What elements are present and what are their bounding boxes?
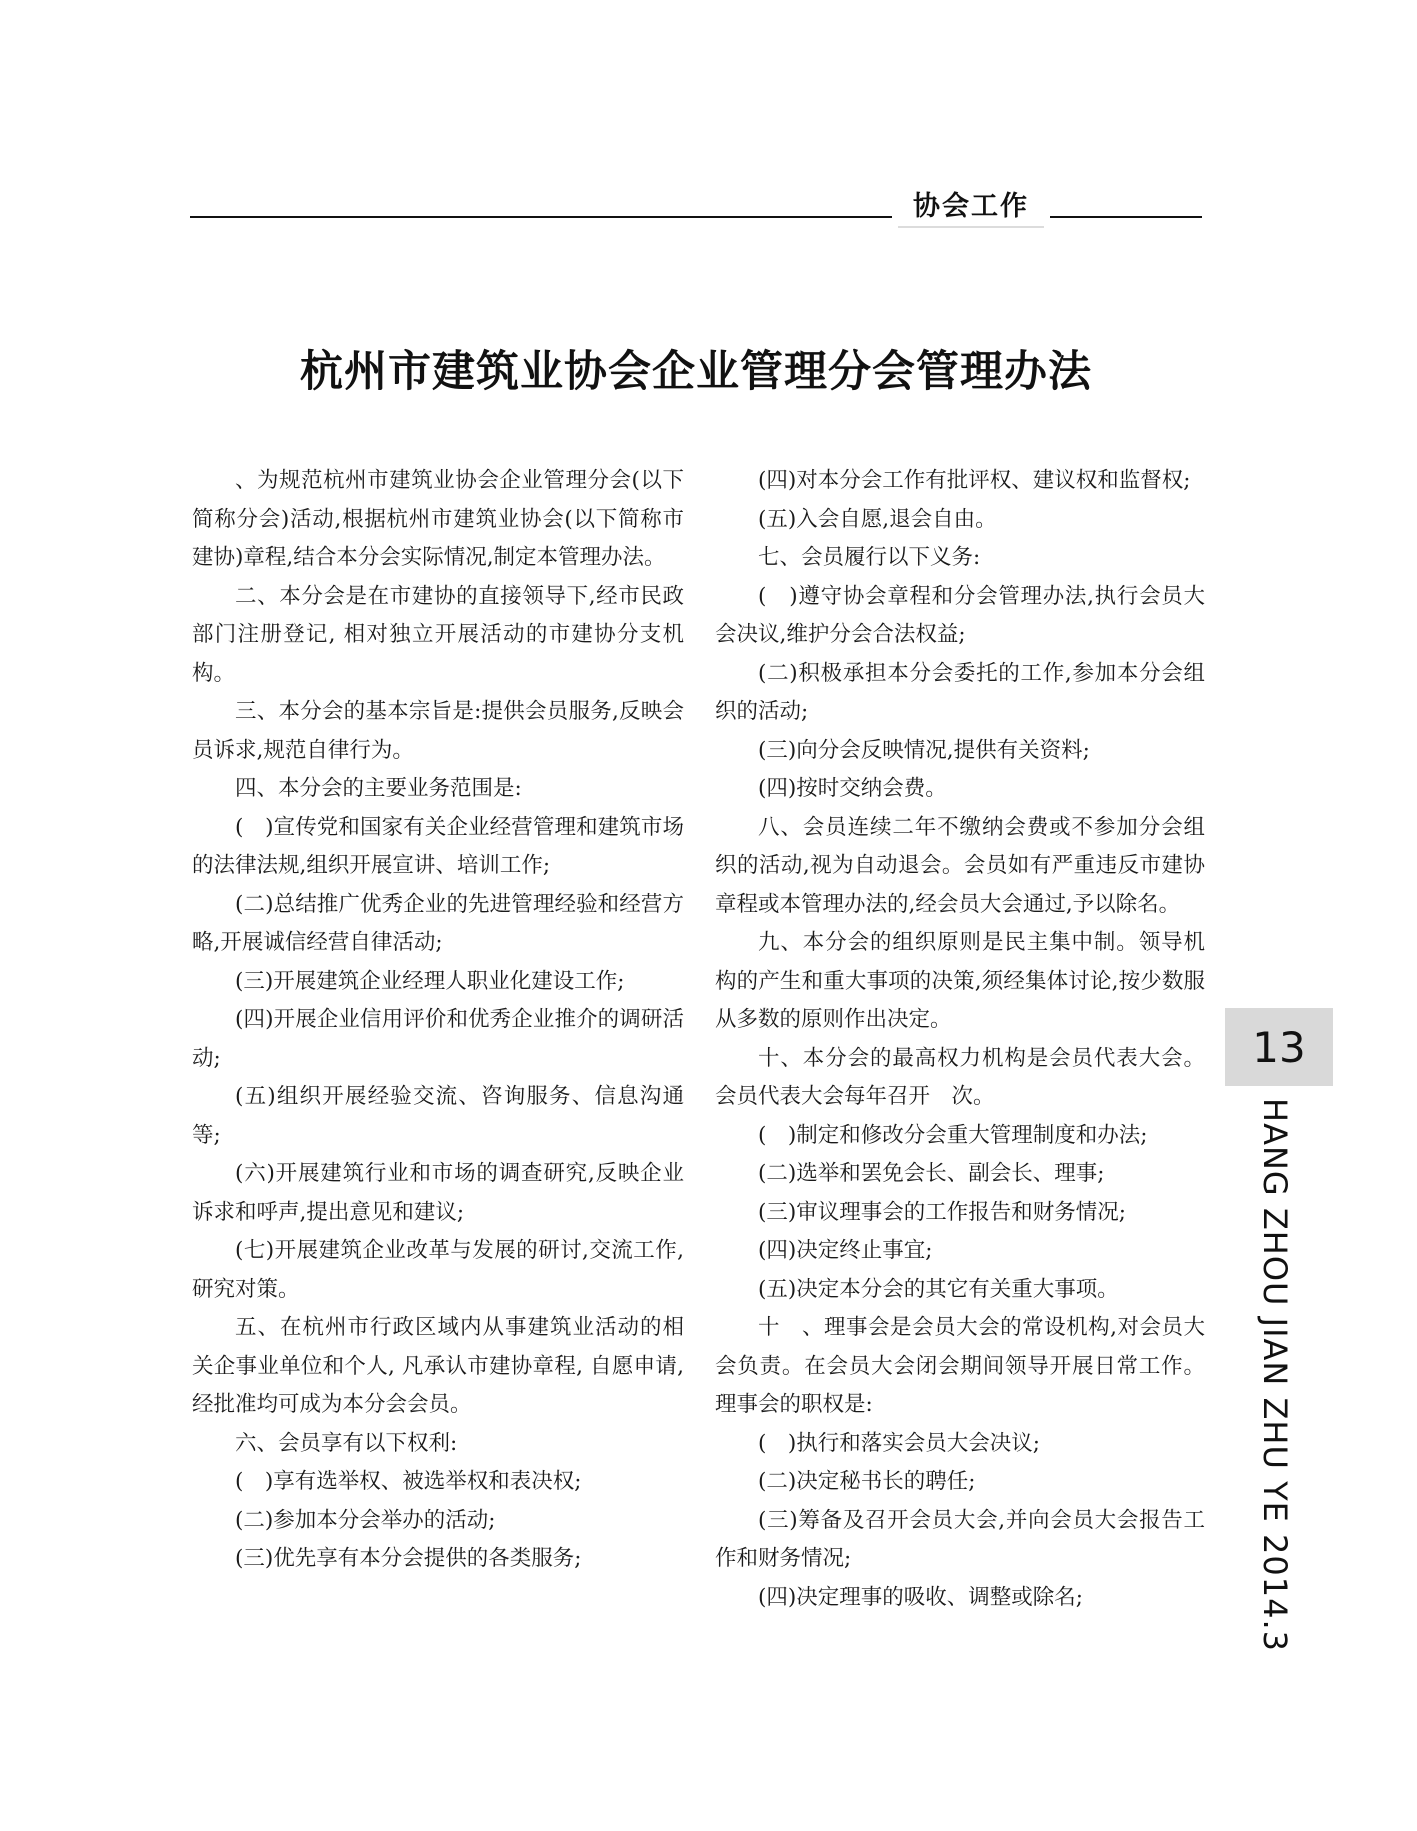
paragraph: 十 、理事会是会员大会的常设机构,对会员大会负责。在会员大会闭会期间领导开展日常工作。理事会的职权是: xyxy=(715,1315,1205,1417)
paragraph: (四)决定终止事宜; xyxy=(758,1238,933,1263)
paragraph: 、为规范杭州市建筑业协会企业管理分会(以下简称分会)活动,根据杭州市建筑业协会(以下简称市建协)章程,结合本分会实际情况,制定本管理办法。 xyxy=(192,468,684,570)
paragraph: (三)优先享有本分会提供的各类服务; xyxy=(235,1546,582,1571)
paragraph: 九、本分会的组织原则是民主集中制。领导机构的产生和重大事项的决策,须经集体讨论,按少数服从多数的原则作出决定。 xyxy=(715,930,1205,1032)
paragraph: (二)总结推广优秀企业的先进管理经验和经营方略,开展诚信经营自律活动; xyxy=(192,891,684,955)
paragraph: (二)选举和罢免会长、副会长、理事; xyxy=(758,1161,1105,1186)
paragraph: ( )宣传党和国家有关企业经营管理和建筑市场的法律法规,组织开展宣讲、培训工作; xyxy=(192,814,684,878)
paragraph: 八、会员连续二年不缴纳会费或不参加分会组织的活动,视为自动退会。会员如有严重违反市建协章程或本管理办法的,经会员大会通过,予以除名。 xyxy=(715,814,1205,917)
paragraph: (三)开展建筑企业经理人职业化建设工作; xyxy=(235,968,625,994)
paragraph: (三)向分会反映情况,提供有关资料; xyxy=(758,737,1090,763)
paragraph: (六)开展建筑行业和市场的调查研究,反映企业诉求和呼声,提出意见和建议; xyxy=(192,1161,684,1225)
paragraph: 七、会员履行以下义务: xyxy=(758,545,981,570)
page-number: 13 xyxy=(1225,1008,1333,1086)
paragraph: (五)入会自愿,退会自由。 xyxy=(758,506,997,532)
paragraph: ( )执行和落实会员大会决议; xyxy=(758,1430,1041,1456)
paragraph: 六、会员享有以下权利: xyxy=(235,1430,458,1456)
paragraph: (三)筹备及召开会员大会,并向会员大会报告工作和财务情况; xyxy=(715,1507,1205,1571)
paragraph: 三、本分会的基本宗旨是:提供会员服务,反映会员诉求,规范自律行为。 xyxy=(192,699,684,763)
paragraph: (五)组织开展经验交流、咨询服务、信息沟通等; xyxy=(192,1084,684,1148)
journal-caption: HANG ZHOU JIAN ZHU YE 2014.3 xyxy=(1256,1098,1294,1652)
paragraph: (四)按时交纳会费。 xyxy=(758,776,947,801)
right-column xyxy=(715,462,1205,1617)
paragraph: (四)决定理事的吸收、调整或除名; xyxy=(758,1584,1084,1610)
paragraph: 二、本分会是在市建协的直接领导下,经市民政部门注册登记, 相对独立开展活动的市建协分支机构。 xyxy=(192,583,684,686)
paragraph: (三)审议理事会的工作报告和财务情况; xyxy=(758,1199,1127,1225)
paragraph: 十、本分会的最高权力机构是会员代表大会。会员代表大会每年召开 次。 xyxy=(715,1045,1205,1109)
paragraph: (二)参加本分会举办的活动; xyxy=(235,1507,496,1533)
header-rule-left xyxy=(190,216,892,218)
paragraph: (四)对本分会工作有批评权、建议权和监督权; xyxy=(758,468,1191,493)
paragraph: (七)开展建筑企业改革与发展的研讨,交流工作,研究对策。 xyxy=(192,1238,684,1302)
paragraph: (二)积极承担本分会委托的工作,参加本分会组织的活动; xyxy=(715,660,1205,724)
left-column xyxy=(192,462,684,1579)
header-rule-right xyxy=(1050,216,1202,218)
paragraph: (四)开展企业信用评价和优秀企业推介的调研活动; xyxy=(192,1007,684,1071)
paragraph: 五、在杭州市行政区域内从事建筑业活动的相关企事业单位和个人, 凡承认市建协章程, 自愿申请,经批准均可成为本分会会员。 xyxy=(192,1315,684,1417)
paragraph: ( )享有选举权、被选举权和表决权; xyxy=(235,1469,582,1494)
paragraph: ( )遵守协会章程和分会管理办法,执行会员大会决议,维护分会合法权益; xyxy=(715,583,1205,647)
article-title: 杭州市建筑业协会企业管理分会管理办法 xyxy=(300,347,1092,397)
paragraph: (五)决定本分会的其它有关重大事项。 xyxy=(758,1276,1119,1302)
section-tag: 协会工作 xyxy=(898,180,1044,228)
paragraph: ( )制定和修改分会重大管理制度和办法; xyxy=(758,1122,1148,1148)
paragraph: (二)决定秘书长的聘任; xyxy=(758,1469,976,1494)
paragraph: 四、本分会的主要业务范围是: xyxy=(235,776,522,801)
